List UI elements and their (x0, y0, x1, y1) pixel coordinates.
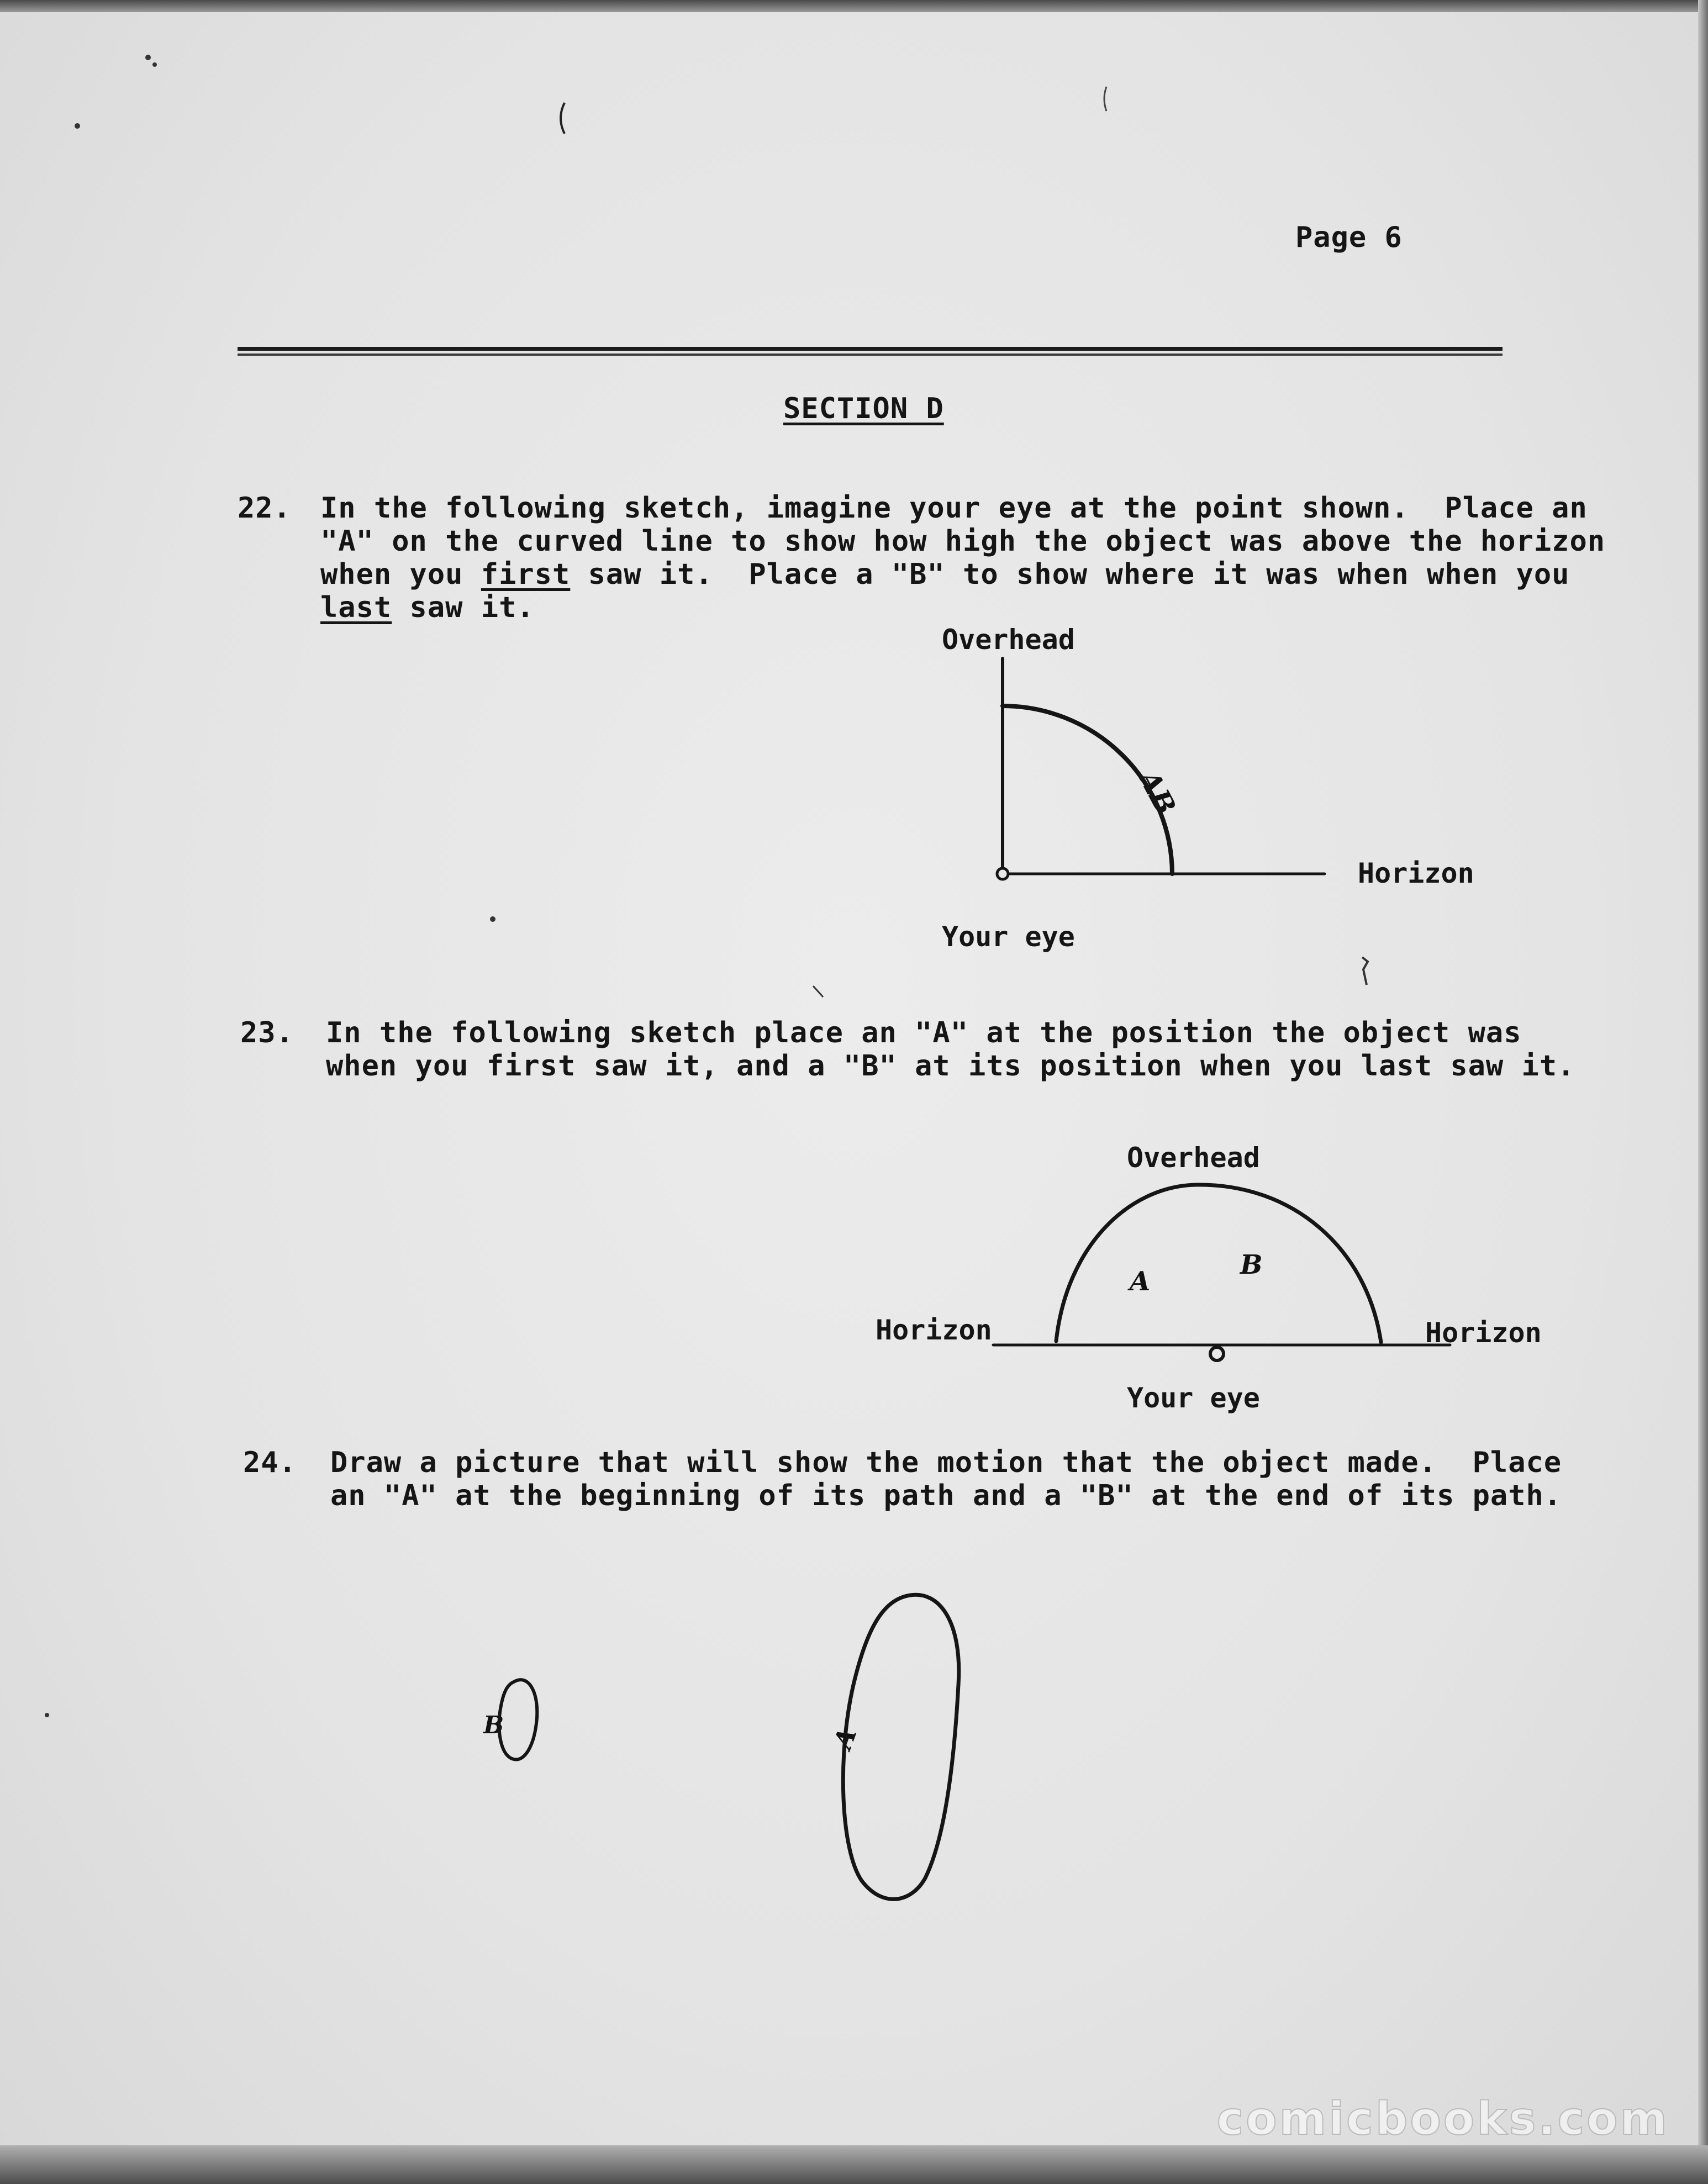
q24-oval-path (843, 1595, 958, 1899)
question-22-line-2: "A" on the curved line to show how high the object was above the horizon (320, 525, 1606, 558)
q23-horizon-left-label: Horizon (876, 1314, 992, 1346)
q22-arc (1003, 706, 1172, 874)
question-23-line-1: In the following sketch place an "A" at the position the object was (326, 1016, 1522, 1049)
q23-sketch (993, 1185, 1450, 1360)
q22-overhead-label: Overhead (942, 624, 1075, 656)
q23-eye-point (1210, 1347, 1224, 1360)
emphasis-first: first (481, 558, 571, 591)
q23-handwritten-b: B (1240, 1249, 1263, 1280)
question-24-line-2: an "A" at the beginning of its path and a "B" at the end of its path. (330, 1479, 1562, 1512)
question-24-line-1: Draw a picture that will show the motion that the object made. Place (330, 1446, 1562, 1479)
q24-handwritten-on-path: A (827, 1723, 863, 1753)
question-22-line-4-end: saw it. (392, 591, 535, 624)
q24-small-loop (499, 1680, 537, 1759)
question-22-line-1: In the following sketch, imagine your eye at the point shown. Place an (320, 492, 1588, 525)
question-22-line-3-start: when you (320, 558, 481, 591)
emphasis-last: last (320, 591, 392, 624)
section-title: SECTION D (783, 392, 944, 425)
question-23-number: 23. (240, 1016, 294, 1049)
q22-handwritten-mark: AB (1132, 764, 1183, 820)
q23-overhead-label: Overhead (1127, 1142, 1260, 1174)
page-number: Page 6 (1295, 221, 1403, 254)
q22-eye-label: Your eye (942, 921, 1075, 953)
q24-drawing (499, 1595, 959, 1899)
question-22-number: 22. (238, 492, 291, 525)
q23-handwritten-a: A (1130, 1266, 1151, 1297)
question-22-line-3-end: saw it. Place a "B" to show where it was when when you (570, 558, 1570, 591)
question-23-line-2: when you first saw it, and a "B" at its position when you last saw it. (326, 1049, 1575, 1083)
q24-handwritten-small: B (483, 1711, 504, 1739)
q23-eye-label: Your eye (1127, 1382, 1260, 1414)
watermark: comicbooks.com (1216, 2093, 1669, 2145)
q23-arc (1056, 1185, 1381, 1342)
q22-horizon-label: Horizon (1358, 857, 1474, 889)
q23-horizon-right-label: Horizon (1425, 1317, 1542, 1349)
question-24-number: 24. (243, 1446, 297, 1479)
q22-eye-point (997, 868, 1008, 879)
scan-specks (45, 55, 1368, 1717)
q22-sketch (997, 658, 1325, 879)
